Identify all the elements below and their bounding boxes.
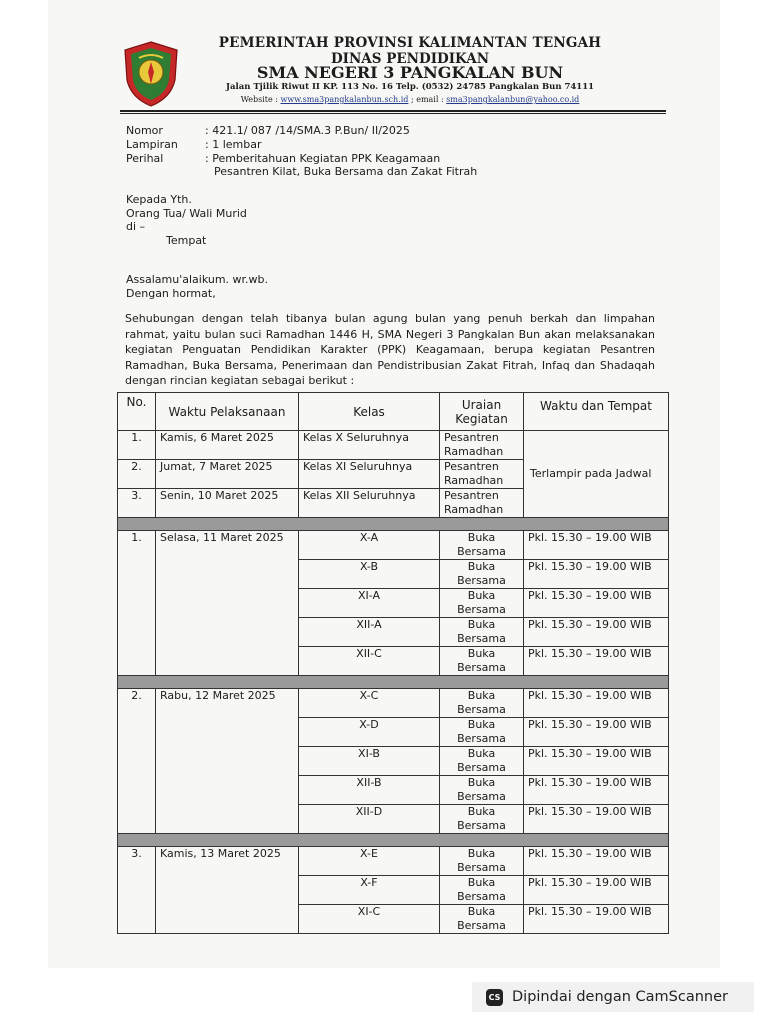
table-row — [118, 531, 669, 560]
table-row — [118, 431, 669, 460]
header-waktu-pelaksanaan: Waktu Pelaksanaan — [156, 393, 299, 431]
row-kelas: XII-A — [299, 618, 440, 647]
row-no: 3. — [118, 489, 156, 518]
letterhead-government: PEMERINTAH PROVINSI KALIMANTAN TENGAH — [218, 35, 602, 51]
separator-cell — [118, 834, 669, 847]
row-uraian: Buka Bersama — [440, 805, 524, 834]
row-no: 2. — [118, 460, 156, 489]
row-uraian: Pesantren Ramadhan — [440, 460, 524, 489]
row-uraian: Buka Bersama — [440, 589, 524, 618]
header-uraian-kegiatan: Uraian Kegiatan — [440, 393, 524, 431]
camscanner-text: Dipindai dengan CamScanner — [512, 989, 729, 1005]
row-kelas: XI-C — [299, 905, 440, 934]
letterhead-address: Jalan Tjilik Riwut II KP. 113 No. 16 Telp. (0532) 24785 Pangkalan Bun 74111 — [225, 82, 595, 92]
row-uraian: Buka Bersama — [440, 647, 524, 676]
row-tempat: Pkl. 15.30 – 19.00 WIB — [524, 689, 669, 718]
row-kelas: XI-B — [299, 747, 440, 776]
lampiran-value: : 1 lembar — [205, 138, 262, 151]
row-waktu: Jumat, 7 Maret 2025 — [156, 460, 299, 489]
group-waktu: Selasa, 11 Maret 2025 — [156, 531, 299, 676]
group-no: 2. — [118, 689, 156, 834]
row-no: 1. — [118, 431, 156, 460]
row-tempat: Pkl. 15.30 – 19.00 WIB — [524, 747, 669, 776]
row-kelas: X-F — [299, 876, 440, 905]
row-kelas: XII-B — [299, 776, 440, 805]
letterhead-school-name: SMA NEGERI 3 PANGKALAN BUN — [256, 63, 564, 82]
table-row — [118, 847, 669, 876]
row-kelas: X-A — [299, 531, 440, 560]
row-uraian: Buka Bersama — [440, 776, 524, 805]
header-kelas: Kelas — [299, 393, 440, 431]
row-kelas: Kelas X Seluruhnya — [299, 431, 440, 460]
row-tempat-merged: Terlampir pada Jadwal — [524, 431, 669, 518]
row-tempat: Pkl. 15.30 – 19.00 WIB — [524, 847, 669, 876]
letterhead-divider-thick — [120, 110, 666, 112]
website-link[interactable]: www.sma3pangkalanbun.sch.id — [280, 95, 409, 104]
row-kelas: X-D — [299, 718, 440, 747]
body-line: dengan rincian kegiatan sebagai berikut : — [125, 374, 355, 388]
row-uraian: Buka Bersama — [440, 531, 524, 560]
body-paragraph — [125, 311, 655, 389]
row-waktu: Kamis, 6 Maret 2025 — [156, 431, 299, 460]
lampiran-label: Lampiran — [126, 138, 178, 151]
row-kelas: X-E — [299, 847, 440, 876]
row-uraian: Buka Bersama — [440, 718, 524, 747]
row-kelas: Kelas XII Seluruhnya — [299, 489, 440, 518]
separator-cell — [118, 676, 669, 689]
header-waktu-tempat: Waktu dan Tempat — [524, 393, 669, 431]
row-uraian: Buka Bersama — [440, 905, 524, 934]
nomor-label: Nomor — [126, 124, 163, 137]
body-line: Ramadhan, Buka Bersama, Penerimaan dan Pendistribusian Zakat Fitrah, Infaq dan Shadaqah — [125, 358, 655, 372]
row-tempat: Pkl. 15.30 – 19.00 WIB — [524, 531, 669, 560]
row-kelas: X-B — [299, 560, 440, 589]
camscanner-icon: CS — [486, 989, 503, 1006]
table-separator-row — [118, 834, 669, 847]
row-uraian: Buka Bersama — [440, 876, 524, 905]
row-uraian: Buka Bersama — [440, 847, 524, 876]
row-kelas: Kelas XI Seluruhnya — [299, 460, 440, 489]
row-tempat: Pkl. 15.30 – 19.00 WIB — [524, 718, 669, 747]
recipient-salutation: Kepada Yth. — [126, 193, 192, 206]
recipient-di: di – — [126, 220, 146, 233]
row-waktu: Senin, 10 Maret 2025 — [156, 489, 299, 518]
row-uraian: Buka Bersama — [440, 689, 524, 718]
row-tempat: Pkl. 15.30 – 19.00 WIB — [524, 560, 669, 589]
website-label: Website : — [240, 95, 281, 104]
provincial-emblem-logo — [121, 40, 181, 108]
group-no: 1. — [118, 531, 156, 676]
row-uraian: Buka Bersama — [440, 747, 524, 776]
row-kelas: XII-C — [299, 647, 440, 676]
row-tempat: Pkl. 15.30 – 19.00 WIB — [524, 876, 669, 905]
row-tempat: Pkl. 15.30 – 19.00 WIB — [524, 618, 669, 647]
row-kelas: X-C — [299, 689, 440, 718]
body-line: kegiatan Penguatan Pendidikan Karakter (PPK) Keagamaan, berupa kegiatan Pesantren — [125, 343, 655, 357]
greeting-hormat: Dengan hormat, — [126, 287, 216, 300]
email-link[interactable]: sma3pangkalanbun@yahoo.co.id — [446, 95, 580, 104]
schedule-table — [117, 392, 669, 934]
row-uraian: Pesantren Ramadhan — [440, 489, 524, 518]
greeting-salam: Assalamu'alaikum. wr.wb. — [126, 273, 269, 286]
camscanner-watermark — [472, 982, 754, 1012]
recipient-place: Tempat — [166, 234, 207, 247]
email-label: ; email : — [408, 95, 447, 104]
body-line: Sehubungan dengan telah tibanya bulan agung bulan yang penuh berkah dan limpahan — [125, 312, 655, 325]
nomor-value: : 421.1/ 087 /14/SMA.3 P.Bun/ II/2025 — [205, 124, 410, 137]
group-waktu: Rabu, 12 Maret 2025 — [156, 689, 299, 834]
recipient-name: Orang Tua/ Wali Murid — [126, 207, 247, 220]
letterhead-contact — [185, 95, 635, 104]
row-tempat: Pkl. 15.30 – 19.00 WIB — [524, 805, 669, 834]
row-kelas: XII-D — [299, 805, 440, 834]
letterhead-department: DINAS PENDIDIKAN — [330, 51, 490, 67]
row-tempat: Pkl. 15.30 – 19.00 WIB — [524, 647, 669, 676]
group-waktu: Kamis, 13 Maret 2025 — [156, 847, 299, 934]
perihal-value-line2: Pesantren Kilat, Buka Bersama dan Zakat Fitrah — [214, 165, 478, 178]
group-no: 3. — [118, 847, 156, 934]
table-separator-row — [118, 518, 669, 531]
separator-cell — [118, 518, 669, 531]
row-tempat: Pkl. 15.30 – 19.00 WIB — [524, 589, 669, 618]
body-line: rahmat, yaitu bulan suci Ramadhan 1446 H, SMA Negeri 3 Pangkalan Bun akan melaksanakan — [125, 327, 655, 341]
perihal-value-line1: : Pemberitahuan Kegiatan PPK Keagamaan — [205, 152, 441, 165]
row-tempat: Pkl. 15.30 – 19.00 WIB — [524, 905, 669, 934]
row-kelas: XI-A — [299, 589, 440, 618]
row-tempat: Pkl. 15.30 – 19.00 WIB — [524, 776, 669, 805]
table-header-row — [118, 393, 669, 431]
row-uraian: Buka Bersama — [440, 618, 524, 647]
row-uraian: Buka Bersama — [440, 560, 524, 589]
perihal-label: Perihal — [126, 152, 164, 165]
row-uraian: Pesantren Ramadhan — [440, 431, 524, 460]
letterhead-divider-thin — [120, 113, 666, 114]
table-separator-row — [118, 676, 669, 689]
header-no: No. — [118, 393, 156, 431]
table-row — [118, 689, 669, 718]
